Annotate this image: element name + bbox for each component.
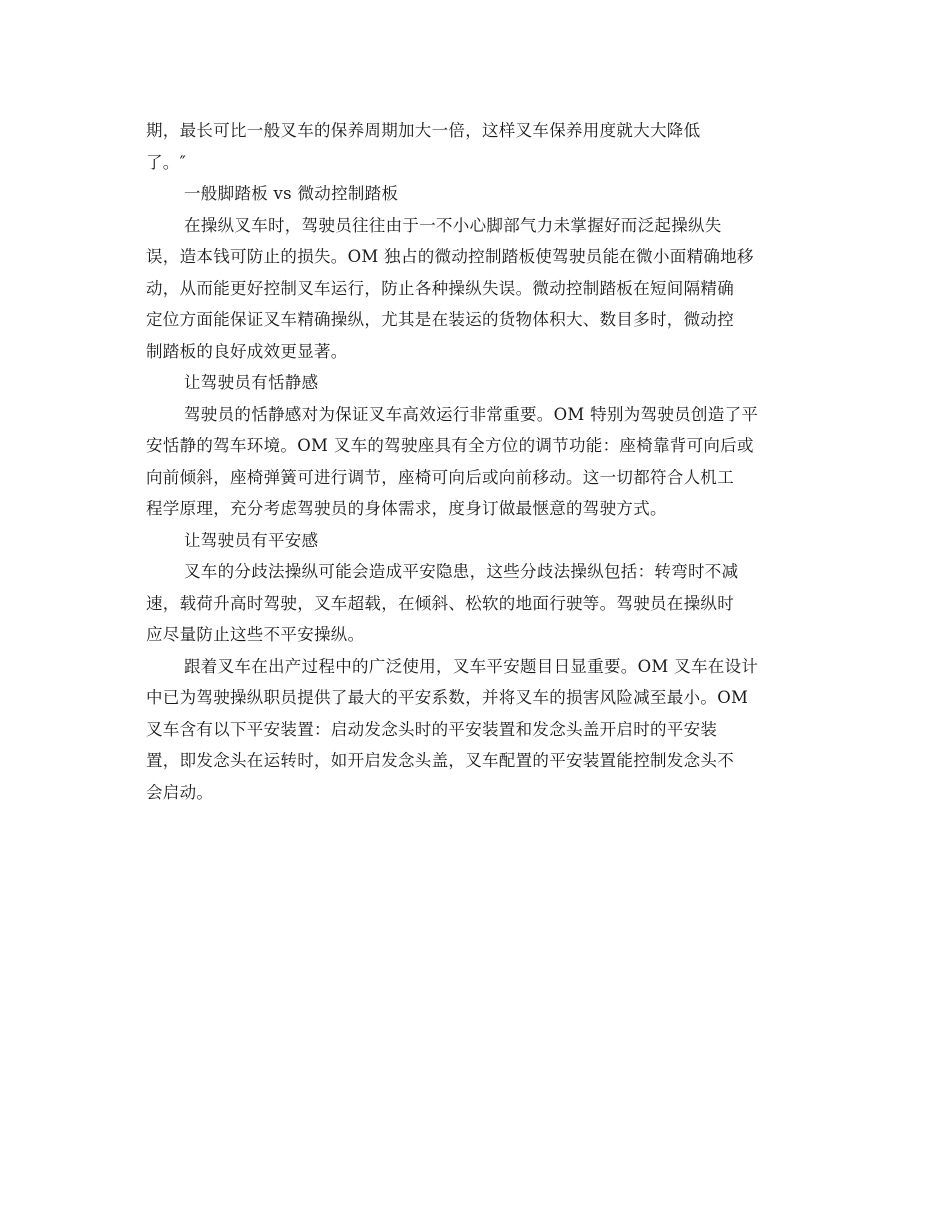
text-line-6: 动，从而能更好控制叉车运行，防止各种操纵失误。微动控制踏板在短间隔精确 [146,278,734,298]
text-line-21: 置，即发念头在运转时，如开启发念头盖，叉车配置的平安装置能控制发念头不 [146,751,734,770]
text-line-16: 速，载荷升高时驾驶，叉车超载，在倾斜、松软的地面行驶等。驾驶员在操纵时 [146,593,734,613]
text-line-17: 应尽量防止这些不平安操纵。 [146,625,365,644]
text-line-22: 会启动。 [146,782,214,802]
text-line-10: 驾驶员的恬静感对为保证叉车高效运行非常重要。OM 特别为驾驶员创造了平 [184,404,759,424]
text-line-4: 在操纵叉车时，驾驶员往往由于一不小心脚部气力未掌握好而泛起操纵失 [184,215,722,235]
text-line-12: 向前倾斜，座椅弹簧可进行调节，座椅可向后或向前移动。这一切都符合人机工 [146,467,734,487]
text-line-11: 安恬静的驾车环境。OM 叉车的驾驶座具有全方位的调节功能：座椅靠背可向后或 [146,436,754,455]
text-line-7: 定位方面能保证叉车精确操纵，尤其是在装运的货物体积大、数目多时，微动控 [146,310,734,329]
text-line-20: 叉车含有以下平安装置：启动发念头时的平安装置和发念头盖开启时的平安装 [146,719,718,739]
text-line-5: 误，造本钱可防止的损失。OM 独占的微动控制踏板使驾驶员能在微小面精确地移 [146,247,754,266]
text-line-8: 制踏板的良好成效更显著。 [146,341,348,361]
text-line-2: 了。″ [146,152,187,172]
text-line-19: 中已为驾驶操纵职员提供了最大的平安系数，并将叉车的损害风险减至最小。OM [146,688,749,707]
section-heading-pedal: 一般脚踏板 vs 微动控制踏板 [184,184,399,203]
section-heading-safety: 让驾驶员有平安感 [184,530,319,550]
text-line-18: 跟着叉车在出产过程中的广泛使用，叉车平安题目日显重要。OM 叉车在设计 [184,656,759,676]
text-line-1: 期，最长可比一般叉车的保养周期加大一倍，这样叉车保养用度就大大降低 [146,121,701,140]
document-body [146,115,804,808]
text-line-15: 叉车的分歧法操纵可能会造成平安隐患，这些分歧法操纵包括：转弯时不减 [184,562,739,581]
text-line-13: 程学原理，充分考虑驾驶员的身体需求，度身订做最惬意的驾驶方式。 [146,499,667,518]
section-heading-comfort: 让驾驶员有恬静感 [184,373,319,392]
